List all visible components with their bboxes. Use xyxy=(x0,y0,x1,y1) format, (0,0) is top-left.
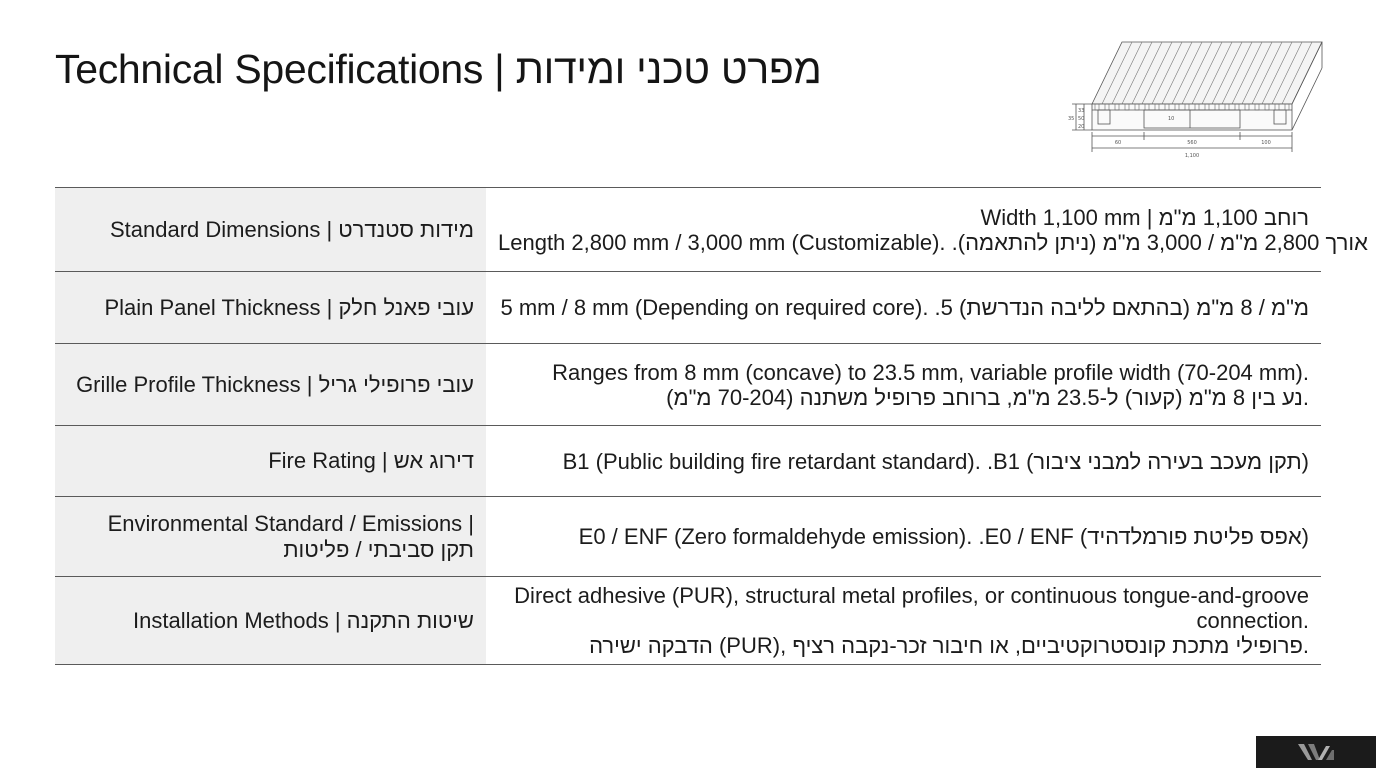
table-row xyxy=(55,272,1321,344)
brand-badge xyxy=(1256,736,1376,768)
spec-value-line: Ranges from 8 mm (concave) to 23.5 mm, variable profile width (70-204 mm). xyxy=(552,359,1309,385)
spec-label xyxy=(55,344,486,426)
spec-value-line: 5 mm / 8 mm (Depending on required core). .5 מ"מ / 8 מ"מ (בהתאם לליבה הנדרשת) xyxy=(500,295,1309,320)
dimension-height: 35 xyxy=(1068,116,1075,122)
spec-value-line: הדבקה ישירה (PUR), פרופילי מתכת קונסטרוקטיביים, או חיבור זכר-נקבה רציף. xyxy=(589,633,1309,658)
spec-label-line: Installation Methods | שיטות התקנה xyxy=(133,607,474,633)
dimension-left: 60 xyxy=(1114,140,1122,146)
spec-value-line: B1 (Public building fire retardant standard). .B1 (תקן מעכב בעירה למבני ציבור) xyxy=(562,448,1309,474)
table-row xyxy=(55,577,1321,665)
table-row xyxy=(55,344,1321,426)
spec-value xyxy=(486,272,1321,344)
spec-value xyxy=(486,497,1321,577)
spec-label-line: Fire Rating | דירוג אש xyxy=(268,448,474,473)
spec-value-line: Length 2,800 mm / 3,000 mm (Customizable). .אורך 2,800 מ"מ / 3,000 מ"מ (ניתן להתאמה) xyxy=(498,229,1368,255)
specifications-table xyxy=(55,187,1368,665)
dimension-edge: 100 xyxy=(1261,140,1271,146)
spec-label xyxy=(55,272,486,344)
brand-logo-icon xyxy=(1296,741,1336,763)
table-row xyxy=(55,188,1321,272)
spec-value-line: Direct adhesive (PUR), structural metal profiles, or continuous tongue-and-groove connection. xyxy=(514,583,1309,633)
spec-label-line: Standard Dimensions | מידות סטנדרט xyxy=(110,216,474,242)
decking-panel-cross-section-icon xyxy=(1064,36,1326,160)
spec-label-line: Environmental Standard / Emissions | xyxy=(107,510,474,536)
spec-value-line: E0 / ENF (Zero formaldehyde emission). .E0 / ENF (אפס פליטת פורמלדהיד) xyxy=(578,524,1309,549)
spec-label xyxy=(55,426,486,497)
spec-label xyxy=(55,188,486,272)
spec-label-line: Grille Profile Thickness | עובי פרופילי גריל xyxy=(76,371,474,397)
dimension-bottom: 20 xyxy=(1078,124,1085,130)
spec-value-line: נע בין 8 מ"מ (קעור) ל-23.5 מ"מ, ברוחב פרופיל משתנה (70-204 מ"מ). xyxy=(666,384,1309,410)
spec-value-line: Width 1,100 mm | רוחב 1,100 מ"מ xyxy=(980,204,1309,230)
dimension-chamber: 560 xyxy=(1187,140,1197,146)
spec-value xyxy=(486,188,1368,272)
spec-value xyxy=(486,426,1321,497)
dimension-mid: 50 xyxy=(1078,116,1085,122)
dimension-width: 1,100 xyxy=(1184,153,1200,159)
page-title: Technical Specifications | מפרט טכני ומידות xyxy=(55,46,822,92)
dimension-top: 33 xyxy=(1078,108,1085,114)
table-row xyxy=(55,426,1321,497)
spec-label xyxy=(55,497,486,577)
spec-label-line: תקן סביבתי / פליטות xyxy=(283,536,474,562)
dimension-inner: 10 xyxy=(1168,116,1175,122)
spec-label xyxy=(55,577,486,665)
spec-value xyxy=(486,577,1321,665)
spec-value xyxy=(486,344,1321,426)
table-row xyxy=(55,497,1321,577)
spec-label-line: Plain Panel Thickness | עובי פאנל חלק xyxy=(104,294,474,320)
